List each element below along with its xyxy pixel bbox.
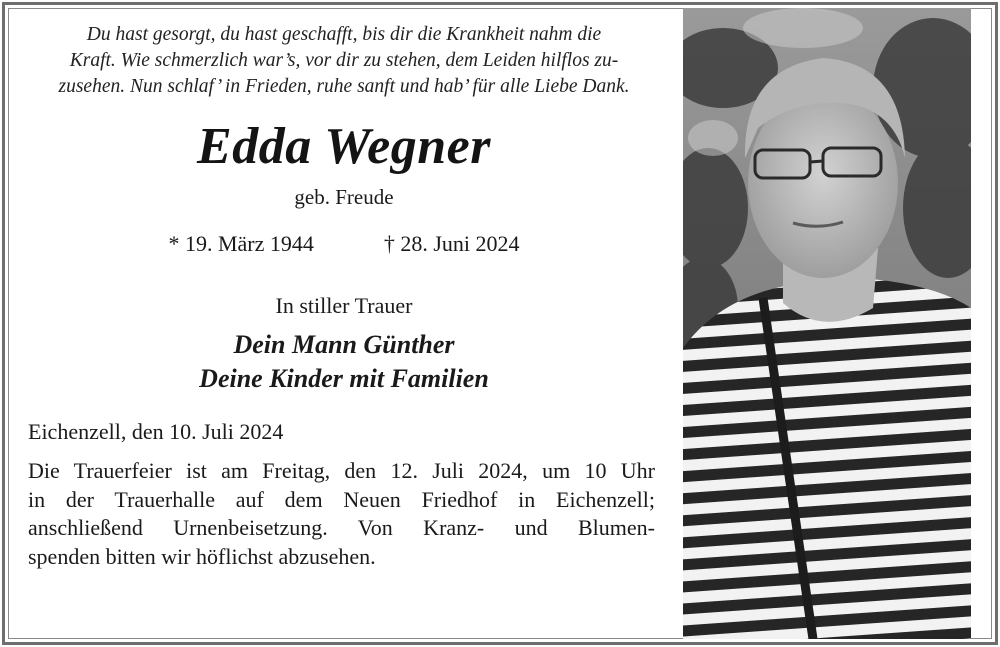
mourner-husband: Dein Mann Günther	[233, 330, 455, 359]
mourner-children: Deine Kinder mit Familien	[199, 364, 489, 393]
notice-text-column	[28, 22, 660, 571]
poem-line: Kraft. Wie schmerzlich war’s, vor dir zu stehen, dem Leiden hilflos zu-	[69, 50, 619, 71]
deceased-name: Edda Wegner	[197, 118, 491, 175]
place-and-date: Eichenzell, den 10. Juli 2024	[28, 419, 284, 444]
death-date: † 28. Juni 2024	[383, 231, 520, 256]
portrait-photo	[683, 8, 971, 639]
poem-line: Du hast gesorgt, du hast geschafft, bis dir die Krankheit nahm die	[86, 24, 602, 45]
birth-date: * 19. März 1944	[168, 231, 314, 256]
life-dates	[28, 230, 660, 258]
service-line: Die Trauerfeier ist am Freitag, den 12. Juli 2024, um 10 Uhr	[28, 458, 655, 483]
mourning-intro: In stiller Trauer	[275, 293, 413, 318]
maiden-name: geb. Freude	[294, 185, 394, 209]
funeral-service-info	[28, 457, 655, 571]
poem-line: zusehen. Nun schlaf’ in Frieden, ruhe sanft und hab’ für alle Liebe Dank.	[58, 76, 630, 97]
service-line: in der Trauerhalle auf dem Neuen Friedhof in Eichenzell;	[28, 486, 655, 512]
poem	[44, 22, 644, 100]
service-line: spenden bitten wir höflichst abzusehen.	[28, 543, 376, 569]
service-line: anschließend Urnenbeisetzung. Von Kranz- und Blumen-	[28, 515, 655, 540]
